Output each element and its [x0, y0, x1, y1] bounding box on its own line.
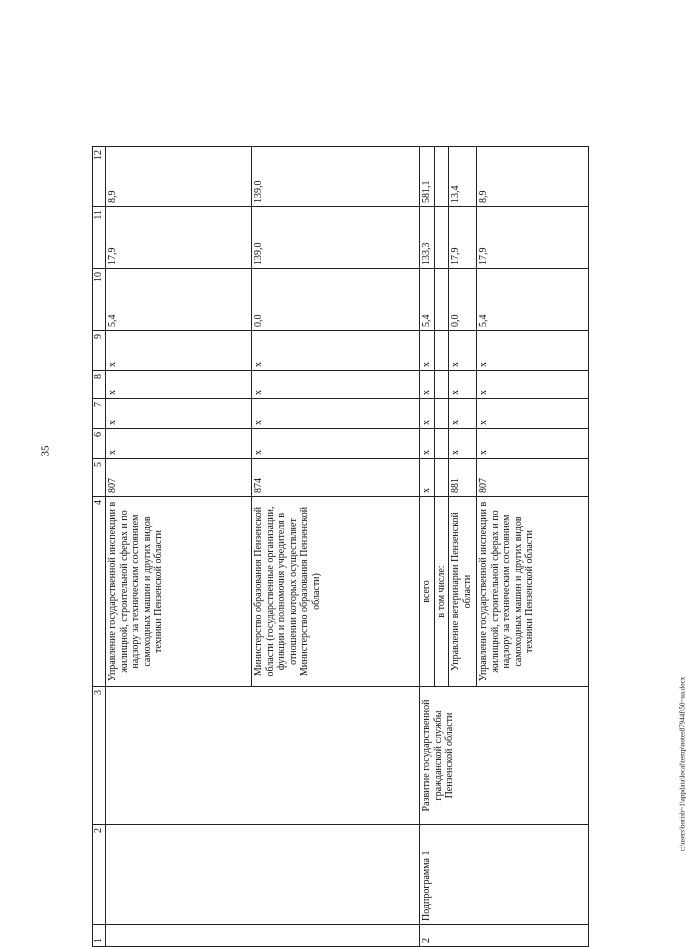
cell-col8: x — [420, 371, 435, 399]
cell-col12: 139,0 — [252, 147, 420, 207]
cell-agency: всего — [420, 497, 435, 687]
cell-subprogram-title: Развитие государственной гражданской службы Пензенской области — [420, 687, 589, 825]
cell-col2-empty — [106, 825, 420, 925]
cell-col1-empty — [106, 925, 420, 947]
col-header-9: 9 — [93, 331, 106, 371]
cell-col11: 133,3 — [420, 207, 435, 269]
footer-file-path: c:\users\borisb~1\appdata\local\temp\notes87944f\50~ua.docx — [678, 676, 686, 852]
cell-col9: x — [252, 331, 420, 371]
cell-col8 — [434, 371, 449, 399]
cell-col8: x — [106, 371, 252, 399]
cell-code: x — [420, 459, 435, 497]
cell-col6: x — [449, 429, 477, 459]
col-header-1: 1 — [93, 925, 106, 947]
cell-col10: 5,4 — [106, 269, 252, 331]
page-number: 35 — [39, 445, 52, 457]
cell-code — [434, 459, 449, 497]
cell-code: 807 — [106, 459, 252, 497]
table-row — [106, 147, 252, 947]
cell-subprogram: Подпрограмма 1 — [420, 825, 589, 925]
cell-agency: в том числе: — [434, 497, 449, 687]
cell-col10: 0,0 — [252, 269, 420, 331]
cell-col12: 8,9 — [106, 147, 252, 207]
col-header-10: 10 — [93, 269, 106, 331]
col-header-7: 7 — [93, 399, 106, 429]
cell-col11: 17,9 — [449, 207, 477, 269]
cell-code: 881 — [449, 459, 477, 497]
cell-col7: x — [252, 399, 420, 429]
cell-agency: Управление государственной инспекции в жилищной, строительной сферах и по надзору за техническим состоянием самоходных машин и других видов техники Пензенской области — [477, 497, 589, 687]
cell-agency: Управление государственной инспекции в жилищной, строительной сферах и по надзору за техническим состоянием самоходных машин и других видов техники Пензенской области — [106, 497, 252, 687]
cell-col9: x — [420, 331, 435, 371]
cell-col12 — [434, 147, 449, 207]
cell-col9: x — [477, 331, 589, 371]
cell-col8: x — [449, 371, 477, 399]
cell-col7: x — [449, 399, 477, 429]
budget-table — [92, 146, 589, 947]
cell-agency: Управление ветеринарии Пензенской области — [449, 497, 477, 687]
cell-col7: x — [477, 399, 589, 429]
cell-row-number: 2 — [420, 925, 589, 947]
cell-col9 — [434, 331, 449, 371]
cell-col9: x — [449, 331, 477, 371]
cell-col10: 0,0 — [449, 269, 477, 331]
cell-col11: 17,9 — [106, 207, 252, 269]
cell-col12: 8,9 — [477, 147, 589, 207]
col-header-8: 8 — [93, 371, 106, 399]
cell-col10: 5,4 — [420, 269, 435, 331]
col-header-2: 2 — [93, 825, 106, 925]
col-header-5: 5 — [93, 459, 106, 497]
cell-col11: 139,0 — [252, 207, 420, 269]
table-row — [420, 147, 435, 947]
cell-code: 874 — [252, 459, 420, 497]
cell-code: 807 — [477, 459, 589, 497]
col-header-11: 11 — [93, 207, 106, 269]
cell-col12: 13,4 — [449, 147, 477, 207]
cell-col10 — [434, 269, 449, 331]
col-header-3: 3 — [93, 687, 106, 825]
col-header-4: 4 — [93, 497, 106, 687]
cell-col11: 17,9 — [477, 207, 589, 269]
rotated-table-sheet — [92, 147, 600, 947]
cell-agency: Министерство образования Пензенской области (государственные организации, функции и полномочия учредителя в отношении которых осуществляет Министерство образования Пензенской области) — [252, 497, 420, 687]
col-header-6: 6 — [93, 429, 106, 459]
cell-col7 — [434, 399, 449, 429]
cell-col6: x — [252, 429, 420, 459]
cell-col9: x — [106, 331, 252, 371]
cell-col6: x — [477, 429, 589, 459]
cell-col10: 5,4 — [477, 269, 589, 331]
cell-col3-empty — [106, 687, 420, 825]
cell-col11 — [434, 207, 449, 269]
cell-col12: 581,1 — [420, 147, 435, 207]
col-header-12: 12 — [93, 147, 106, 207]
cell-col7: x — [420, 399, 435, 429]
cell-col6: x — [420, 429, 435, 459]
cell-col8: x — [252, 371, 420, 399]
column-number-row — [93, 147, 106, 947]
cell-col8: x — [477, 371, 589, 399]
cell-col7: x — [106, 399, 252, 429]
cell-col6 — [434, 429, 449, 459]
cell-col6: x — [106, 429, 252, 459]
